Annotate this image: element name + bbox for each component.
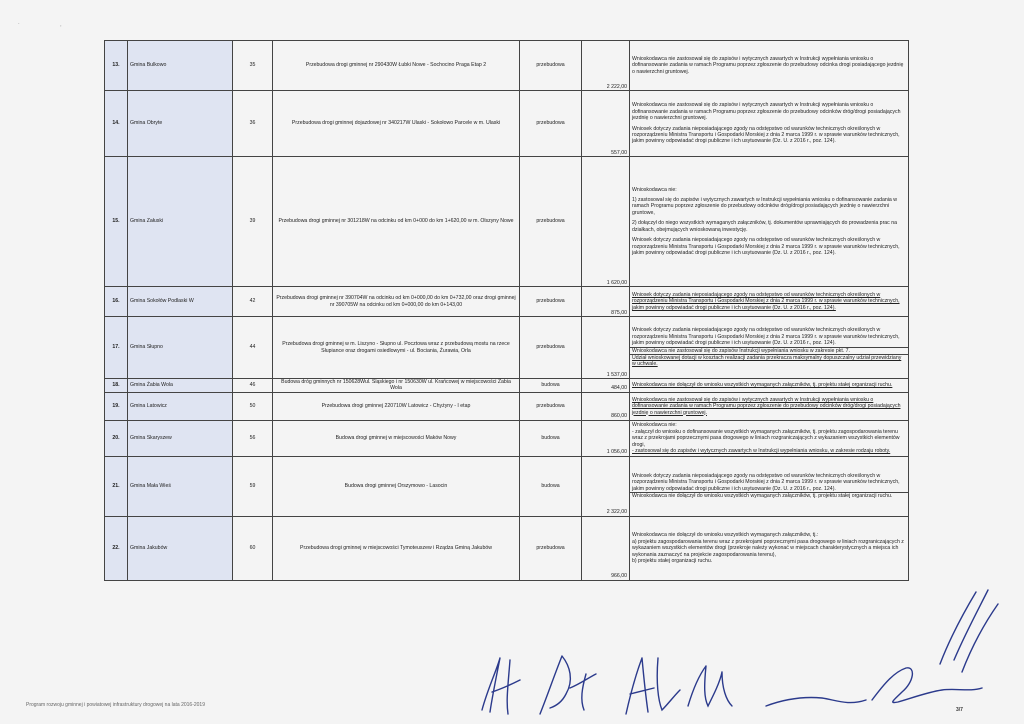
work-type-cell: przebudowa (520, 91, 582, 157)
remark-paragraph: Wniosek dotyczy zadania nieposiadającego zgody na odstępstwo od warunków technicznych określonych w rozporządzeniu Ministra Transportu i Gospodarki Morskiej z dnia 2 marca 1999 r. w sprawie warunków technicznych, jakim powinny odpowiadać drogi publiczne i ich usytuowanie (Dz. U. z 2016 r., poz. 124). (632, 125, 900, 145)
scan-mark: . (18, 20, 20, 26)
task-name-cell: Budowa dróg gminnych nr 150628Wul. Śląskiego i nr 150630W ul. Krańcowej w miejscowości Żabia Wola (273, 379, 520, 393)
municipality-cell: Gmina Mała Wieś (128, 456, 233, 516)
task-name-cell: Przebudowa drogi gminnej 220710W Latowicz - Chyżyny - I etap (273, 392, 520, 420)
amount-cell: 2 322,00 (582, 456, 630, 516)
amount-cell: 966,00 (582, 516, 630, 580)
task-name-cell: Przebudowa drogi gminnej nr 290430W Łubki Nowe - Sochocino Praga Etap 2 (273, 41, 520, 91)
municipality-cell: Gmina Załuski (128, 157, 233, 287)
score-cell: 59 (233, 456, 273, 516)
work-type-cell: przebudowa (520, 392, 582, 420)
score-cell: 35 (233, 41, 273, 91)
remark-paragraph: Wnioskodawca nie zastosował się do zapisów i wytycznych zawartych w Instrukcji wypełniania wniosku o dofinansowanie zadania w ramach Programu poprzez zgłoszenie do przebudowy odcinków dróg/drogi posiadających jezdnię o nawierzchni gruntowej. (632, 102, 901, 122)
work-type-cell: przebudowa (520, 317, 582, 379)
amount-cell: 860,00 (582, 392, 630, 420)
row-number: 18. (105, 379, 128, 393)
row-number: 15. (105, 157, 128, 287)
row-number: 17. (105, 317, 128, 379)
remarks-cell (630, 41, 909, 91)
row-number: 21. (105, 456, 128, 516)
handwritten-signatures (470, 588, 1010, 724)
work-type-cell: przebudowa (520, 157, 582, 287)
amount-cell: 1 620,00 (582, 157, 630, 287)
score-cell: 44 (233, 317, 273, 379)
remark-paragraph: Wnioskodawca nie dołączył do wniosku wszystkich wymaganych załączników, tj.: (632, 532, 819, 539)
remark-paragraph: 1) zastosował się do zapisów i wytycznych zawartych w Instrukcji wypełniania wniosku o dofinansowanie zadania w ramach Programu poprzez zgłoszenie do przebudowy odcinków dróg/drogi posiadających jezdnię o nawierzchni gruntowe, (632, 197, 897, 216)
municipality-cell: Gmina Słupno (128, 317, 233, 379)
row-number: 22. (105, 516, 128, 580)
table-row (105, 91, 909, 157)
score-cell: 46 (233, 379, 273, 393)
amount-cell: 875,00 (582, 287, 630, 317)
remark-paragraph: Wnioskodawca nie: (632, 186, 677, 193)
table-row (105, 287, 909, 317)
municipality-cell: Gmina Bulkowo (128, 41, 233, 91)
remark-paragraph: a) projektu zagospodarowania terenu wraz z przekrojami poprzecznymi pasa drogowego w liniach rozgraniczających z wykazaniem wszystkich elementów drogi (przekroje należy wykonać w miejscach charakterystycznych a miejsca ich wykonania zaznaczyć na projekcie zagospodarowania terenu), (632, 538, 904, 558)
row-number: 20. (105, 420, 128, 456)
remark-paragraph: Wnioskodawca nie zastosował się do zapisów Instrukcji wypełniania wniosku w zakresie pkt. 7. (632, 347, 850, 354)
remark-paragraph: Wnioskodawca nie dołączył do wniosku wszystkich wymaganych załączników, tj. projektu stałej organizacji ruchu. (632, 382, 893, 389)
work-type-cell: przebudowa (520, 287, 582, 317)
row-number: 19. (105, 392, 128, 420)
score-cell: 39 (233, 157, 273, 287)
municipality-cell: Gmina Żabia Wola (128, 379, 233, 393)
table-row (105, 392, 909, 420)
scan-mark: , (60, 22, 62, 28)
remark-paragraph: Wnioskodawca nie zastosował się do zapisów i wytycznych zawartych w Instrukcji wypełniania wniosku o dofinansowanie zadania w ramach Programu poprzez zgłoszenie do przebudowy odcinka drogi posiadającego jezdnię o nawierzchni gruntowej. (632, 55, 904, 75)
remarks-cell (630, 379, 909, 393)
work-type-cell: budowa (520, 420, 582, 456)
municipality-cell: Gmina Latowicz (128, 392, 233, 420)
work-type-cell: budowa (520, 379, 582, 393)
remark-paragraph: b) projektu stałej organizacji ruchu. (632, 557, 713, 564)
amount-cell: 557,00 (582, 91, 630, 157)
score-cell: 42 (233, 287, 273, 317)
table-row (105, 317, 909, 379)
table-row (105, 41, 909, 91)
table-row (105, 456, 909, 516)
remarks-cell (630, 392, 909, 420)
remarks-cell (630, 91, 909, 157)
row-number: 16. (105, 287, 128, 317)
score-cell: 36 (233, 91, 273, 157)
rejected-applications-table (104, 40, 909, 581)
remarks-cell (630, 157, 909, 287)
remark-paragraph: 2) dołączył do niego wszystkich wymaganych załączników, tj. dokumentów uprawniających do prowadzenia prac na działkach, obejmujących wnioskowaną inwestycję. (632, 220, 897, 233)
task-name-cell: Budowa drogi gminnej Orszymowo - Lasocin (273, 456, 520, 516)
municipality-cell: Gmina Skaryszew (128, 420, 233, 456)
remark-paragraph: Udział wnioskowanej dotacji w kosztach realizacji zadania przekracza maksymalny dopuszczalny udział przewidziany w uchwale. (632, 354, 902, 368)
amount-cell: 484,00 (582, 379, 630, 393)
remarks-cell (630, 516, 909, 580)
remark-paragraph: - zastosował się do zapisów i wytycznych zawartych w Instrukcji wypełniania wniosku, w zakresie rodzaju roboty. (632, 447, 891, 454)
score-cell: 56 (233, 420, 273, 456)
table-row (105, 516, 909, 580)
amount-cell: 1 537,00 (582, 317, 630, 379)
amount-cell: 2 222,00 (582, 41, 630, 91)
remark-paragraph: Wnioskodawca nie: (632, 422, 677, 429)
amount-cell: 1 056,00 (582, 420, 630, 456)
table-row (105, 379, 909, 393)
municipality-cell: Gmina Jakubów (128, 516, 233, 580)
work-type-cell: przebudowa (520, 41, 582, 91)
remarks-cell (630, 456, 909, 516)
task-name-cell: Budowa drogi gminnej w miejscowości Maków Nowy (273, 420, 520, 456)
remarks-cell (630, 317, 909, 379)
table-row (105, 157, 909, 287)
score-cell: 50 (233, 392, 273, 420)
task-name-cell: Przebudowa drogi gminnej dojazdowej nr 340217W Ulaski - Sokołowo Parcele w m. Ulaski (273, 91, 520, 157)
task-name-cell: Przebudowa drogi gminnej w miejscowości Tymoteuszew i Rządza Gminą Jakubów (273, 516, 520, 580)
page-number: 3/7 (956, 707, 963, 713)
table-row (105, 420, 909, 456)
footer-text: Program rozwoju gminnej i powiatowej infrastruktury drogowej na lata 2016-2019 (26, 702, 205, 708)
remark-paragraph: Wniosek dotyczy zadania nieposiadającego zgody na odstępstwo od warunków technicznych określonych w rozporządzeniu Ministra Transportu i Gospodarki Morskiej z dnia 2 marca 1999 r. w sprawie warunków technicznych, jakim powinny odpowiadać drogi publiczne i ich usytuowanie (Dz. U. z 2016 r., poz. 124). (632, 327, 900, 347)
remark-paragraph: Wniosek dotyczy zadania nieposiadającego zgody na odstępstwo od warunków technicznych określonych w rozporządzeniu Ministra Transportu i Gospodarki Morskiej z dnia 2 marca 1999 r. w sprawie warunków technicznych, jakim powinny odpowiadać drogi publiczne i ich usytuowanie (Dz. U. z 2016 r., poz. 124). (632, 291, 900, 311)
score-cell: 60 (233, 516, 273, 580)
row-number: 14. (105, 91, 128, 157)
municipality-cell: Gmina Sokołów Podlaski W (128, 287, 233, 317)
remark-paragraph: - załączył do wniosku o dofinansowanie wszystkich wymaganych załączników, tj. projektu zagospodarowania terenu wraz z przekrojami poprzecznymi pasa drogowego w liniach rozgraniczających z wykazaniem wszystkich elementów drogi, (632, 428, 900, 448)
remark-paragraph: Wniosek dotyczy zadania nieposiadającego zgody na odstępstwo od warunków technicznych określonych w rozporządzeniu Ministra Transportu i Gospodarki Morskiej z dnia 2 marca 1999 r. w sprawie warunków technicznych, jakim powinny odpowiadać drogi publiczne i ich usytuowanie (Dz. U. z 2016 r., poz. 124). (632, 473, 900, 492)
row-number: 13. (105, 41, 128, 91)
remark-paragraph: Wniosek dotyczy zadania nieposiadającego zgody na odstępstwo od warunków technicznych określonych w rozporządzeniu Ministra Transportu i Gospodarki Morskiej z dnia 2 marca 1999 r. w sprawie warunków technicznych, jakim powinny odpowiadać drogi publiczne i ich usytuowanie (Dz. U. z 2016 r., poz. 124). (632, 237, 900, 256)
remark-paragraph: Wnioskodawca nie zastosował się do zapisów i wytycznych zawartych w Instrukcji wypełniania wniosku o dofinansowanie zadania w ramach Programu poprzez zgłoszenie do przebudowy odcinków dróg/drogi posiadających jezdnię o nawierzchni gruntowej. (632, 396, 901, 416)
task-name-cell: Przebudowa drogi gminnej nr 301218W na odcinku od km 0+000 do km 1+620,00 w m. Olszyny Nowe (273, 157, 520, 287)
task-name-cell: Przebudowa drogi gminnej w m. Liszyno - Słupno ul. Pocztowa wraz z przebudową mostu na rzece Słupiance oraz drogami osiedlowymi - ul. Bociania, Żurawia, Orla (273, 317, 520, 379)
work-type-cell: przebudowa (520, 516, 582, 580)
remark-paragraph: Wnioskodawca nie dołączył do wniosku wszystkich wymaganych załączników, tj. projektu stałej organizacji ruchu. (632, 493, 893, 500)
remarks-cell (630, 287, 909, 317)
work-type-cell: budowa (520, 456, 582, 516)
municipality-cell: Gmina Obryte (128, 91, 233, 157)
task-name-cell: Przebudowa drogi gminnej nr 390704W na odcinku od km 0+000,00 do km 0+732,00 oraz drogi gminnej nr 390705W na odcinku od km 0+000,00 do km 0+143,00 (273, 287, 520, 317)
remarks-cell (630, 420, 909, 456)
